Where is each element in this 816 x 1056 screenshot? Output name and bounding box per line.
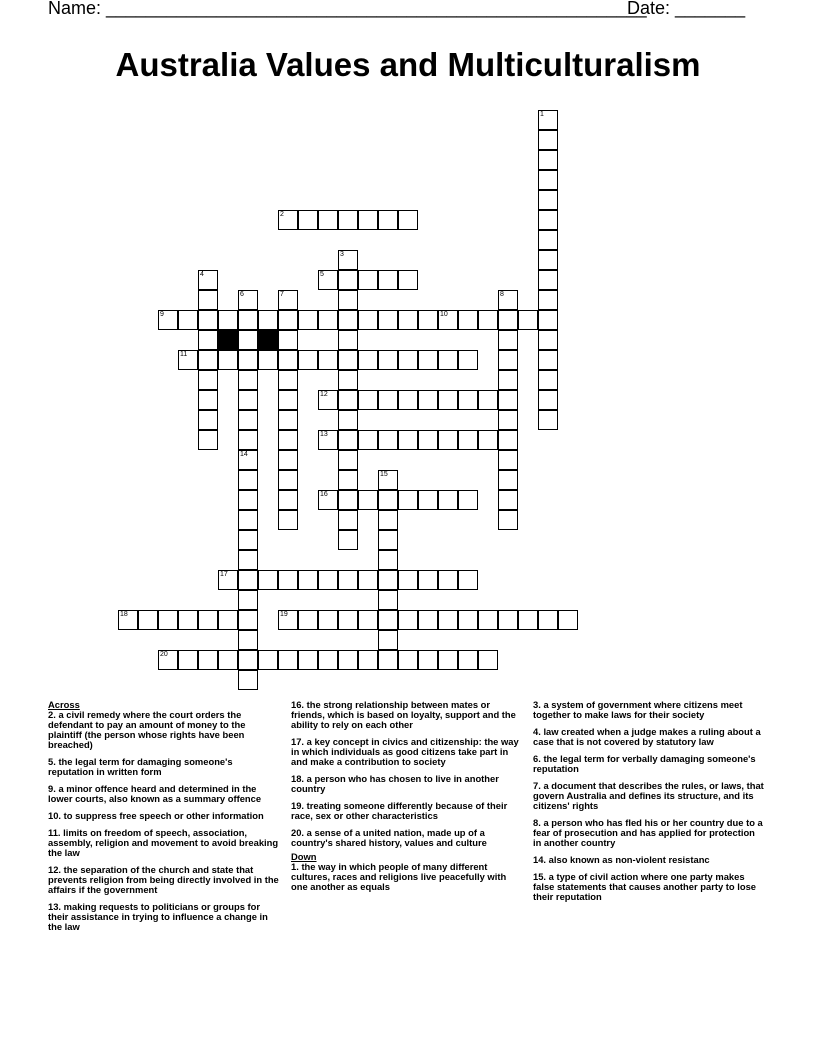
grid-cell[interactable] bbox=[278, 370, 298, 390]
grid-cell[interactable] bbox=[538, 410, 558, 430]
grid-cell[interactable] bbox=[338, 570, 358, 590]
clue-across-9: 9. a minor offence heard and determined in the lower courts, also known as a summary offence bbox=[48, 783, 262, 804]
date-line: Date: _______ bbox=[627, 0, 746, 18]
grid-cell[interactable] bbox=[278, 350, 298, 370]
clue-across-12: 12. the separation of the church and state that prevents religion from being directly involved in the affairs if the government bbox=[48, 864, 279, 895]
clue-down-6: 6. the legal term for verbally damaging someone's reputation bbox=[533, 753, 756, 774]
clue-number: 14 bbox=[240, 451, 248, 458]
clue-number: 10 bbox=[440, 311, 448, 318]
grid-cell[interactable] bbox=[518, 310, 538, 330]
grid-cell[interactable] bbox=[378, 350, 398, 370]
grid-cell[interactable] bbox=[358, 650, 378, 670]
grid-cell[interactable] bbox=[278, 650, 298, 670]
grid-cell[interactable] bbox=[358, 610, 378, 630]
grid-cell[interactable] bbox=[478, 430, 498, 450]
grid-cell[interactable] bbox=[418, 310, 438, 330]
grid-cell[interactable] bbox=[278, 330, 298, 350]
grid-cell[interactable] bbox=[398, 210, 418, 230]
grid-cell[interactable] bbox=[418, 390, 438, 410]
grid-cell[interactable] bbox=[278, 490, 298, 510]
grid-cell[interactable] bbox=[458, 570, 478, 590]
grid-cell[interactable] bbox=[318, 310, 338, 330]
clue-across-13: 13. making requests to politicians or groups for their assistance in trying to influence a change in the law bbox=[48, 901, 268, 932]
clue-column-1 bbox=[48, 700, 280, 939]
clue-number: 12 bbox=[320, 391, 328, 398]
grid-cell[interactable] bbox=[158, 610, 178, 630]
grid-cell[interactable] bbox=[178, 650, 198, 670]
grid-cell[interactable] bbox=[338, 490, 358, 510]
grid-cell[interactable] bbox=[478, 310, 498, 330]
grid-cell[interactable] bbox=[338, 430, 358, 450]
grid-cell[interactable] bbox=[378, 210, 398, 230]
grid-cell[interactable] bbox=[318, 650, 338, 670]
grid-cell[interactable] bbox=[278, 450, 298, 470]
grid-cell[interactable] bbox=[178, 310, 198, 330]
grid-cell[interactable] bbox=[198, 370, 218, 390]
grid-cell[interactable] bbox=[198, 410, 218, 430]
clue-down-4: 4. law created when a judge makes a ruling about a case that is not covered by statutory law bbox=[533, 726, 761, 747]
clue-number: 13 bbox=[320, 431, 328, 438]
grid-cell[interactable] bbox=[398, 570, 418, 590]
grid-cell[interactable] bbox=[298, 350, 318, 370]
grid-cell[interactable] bbox=[498, 470, 518, 490]
grid-cell[interactable] bbox=[318, 570, 338, 590]
grid-cell[interactable] bbox=[338, 470, 358, 490]
grid-cell[interactable] bbox=[198, 650, 218, 670]
grid-cell[interactable] bbox=[278, 410, 298, 430]
grid-cell[interactable] bbox=[378, 550, 398, 570]
grid-cell[interactable] bbox=[358, 430, 378, 450]
grid-cell[interactable] bbox=[378, 510, 398, 530]
clue-across-17: 17. a key concept in civics and citizenship: the way in which individuals as good citizens take part in and make a contribution to society bbox=[291, 736, 519, 767]
grid-cell[interactable] bbox=[398, 390, 418, 410]
grid-cell[interactable] bbox=[438, 610, 458, 630]
grid-cell[interactable] bbox=[538, 170, 558, 190]
grid-cell[interactable] bbox=[398, 490, 418, 510]
grid-cell[interactable] bbox=[338, 370, 358, 390]
grid-cell[interactable] bbox=[338, 270, 358, 290]
grid-cell[interactable] bbox=[558, 610, 578, 630]
clue-across-18: 18. a person who has chosen to live in another country bbox=[291, 773, 499, 794]
grid-cell[interactable] bbox=[478, 610, 498, 630]
grid-cell[interactable] bbox=[258, 310, 278, 330]
grid-cell[interactable] bbox=[238, 390, 258, 410]
grid-cell[interactable] bbox=[238, 510, 258, 530]
grid-cell[interactable] bbox=[398, 350, 418, 370]
grid-cell[interactable] bbox=[338, 210, 358, 230]
grid-cell[interactable] bbox=[338, 390, 358, 410]
grid-cell[interactable] bbox=[458, 650, 478, 670]
clue-number: 2 bbox=[280, 211, 284, 218]
black-square bbox=[218, 330, 238, 350]
clue-number: 20 bbox=[160, 651, 168, 658]
grid-cell[interactable] bbox=[238, 590, 258, 610]
clue-across-20: 20. a sense of a united nation, made up of a country's shared history, values and culture bbox=[291, 827, 487, 848]
grid-cell[interactable] bbox=[538, 250, 558, 270]
grid-cell[interactable] bbox=[338, 610, 358, 630]
grid-cell[interactable] bbox=[238, 470, 258, 490]
clue-down-15: 15. a type of civil action where one party makes false statements that causes another party to lose their reputation bbox=[533, 871, 756, 902]
grid-cell[interactable] bbox=[378, 650, 398, 670]
grid-cell[interactable] bbox=[498, 490, 518, 510]
grid-cell[interactable] bbox=[218, 610, 238, 630]
grid-cell[interactable] bbox=[498, 330, 518, 350]
grid-cell[interactable] bbox=[338, 330, 358, 350]
grid-cell[interactable] bbox=[498, 370, 518, 390]
grid-cell[interactable] bbox=[538, 130, 558, 150]
grid-cell[interactable] bbox=[538, 290, 558, 310]
clue-across-5: 5. the legal term for damaging someone's reputation in written form bbox=[48, 756, 233, 777]
grid-cell[interactable] bbox=[538, 190, 558, 210]
grid-cell[interactable] bbox=[538, 350, 558, 370]
clue-number: 8 bbox=[500, 291, 504, 298]
grid-cell[interactable] bbox=[358, 490, 378, 510]
grid-cell[interactable] bbox=[498, 350, 518, 370]
grid-cell[interactable] bbox=[278, 390, 298, 410]
grid-cell[interactable] bbox=[278, 310, 298, 330]
grid-cell[interactable] bbox=[538, 310, 558, 330]
grid-cell[interactable] bbox=[438, 430, 458, 450]
black-square bbox=[258, 330, 278, 350]
grid-cell[interactable] bbox=[378, 630, 398, 650]
grid-cell[interactable] bbox=[398, 610, 418, 630]
grid-cell[interactable] bbox=[378, 590, 398, 610]
grid-cell[interactable] bbox=[238, 630, 258, 650]
down-heading: Down bbox=[291, 851, 317, 862]
grid-cell[interactable] bbox=[298, 570, 318, 590]
grid-cell[interactable] bbox=[338, 410, 358, 430]
grid-cell[interactable] bbox=[358, 350, 378, 370]
grid-cell[interactable] bbox=[418, 490, 438, 510]
grid-cell[interactable] bbox=[418, 570, 438, 590]
grid-cell[interactable] bbox=[538, 390, 558, 410]
clue-down-8: 8. a person who has fled his or her country due to a fear of prosecution and has applied for protection in another country bbox=[533, 817, 763, 848]
grid-cell[interactable] bbox=[278, 430, 298, 450]
grid-cell[interactable] bbox=[398, 270, 418, 290]
grid-cell[interactable] bbox=[238, 570, 258, 590]
grid-cell[interactable] bbox=[238, 650, 258, 670]
clue-column-3 bbox=[533, 700, 765, 909]
grid-cell[interactable] bbox=[298, 210, 318, 230]
grid-cell[interactable] bbox=[498, 430, 518, 450]
grid-cell[interactable] bbox=[438, 650, 458, 670]
grid-cell[interactable] bbox=[538, 370, 558, 390]
grid-cell[interactable] bbox=[138, 610, 158, 630]
grid-cell[interactable] bbox=[278, 570, 298, 590]
grid-cell[interactable] bbox=[498, 410, 518, 430]
grid-cell[interactable] bbox=[358, 570, 378, 590]
grid-cell[interactable] bbox=[458, 430, 478, 450]
clue-number: 3 bbox=[340, 251, 344, 258]
grid-cell[interactable] bbox=[258, 570, 278, 590]
grid-cell[interactable] bbox=[378, 430, 398, 450]
clue-number: 19 bbox=[280, 611, 288, 618]
clue-number: 15 bbox=[380, 471, 388, 478]
clue-number: 1 bbox=[540, 111, 544, 118]
grid-cell[interactable] bbox=[198, 390, 218, 410]
grid-cell[interactable] bbox=[378, 270, 398, 290]
grid-cell[interactable] bbox=[198, 610, 218, 630]
grid-cell[interactable] bbox=[378, 610, 398, 630]
clue-number: 4 bbox=[200, 271, 204, 278]
grid-cell[interactable] bbox=[498, 610, 518, 630]
grid-cell[interactable] bbox=[218, 650, 238, 670]
clue-number: 11 bbox=[180, 351, 188, 358]
grid-cell[interactable] bbox=[198, 290, 218, 310]
grid-cell[interactable] bbox=[278, 510, 298, 530]
grid-cell[interactable] bbox=[418, 650, 438, 670]
grid-cell[interactable] bbox=[538, 270, 558, 290]
clue-number: 5 bbox=[320, 271, 324, 278]
grid-cell[interactable] bbox=[338, 350, 358, 370]
grid-cell[interactable] bbox=[178, 610, 198, 630]
grid-cell[interactable] bbox=[538, 230, 558, 250]
grid-cell[interactable] bbox=[218, 350, 238, 370]
grid-cell[interactable] bbox=[238, 330, 258, 350]
grid-cell[interactable] bbox=[358, 310, 378, 330]
grid-cell[interactable] bbox=[298, 610, 318, 630]
grid-cell[interactable] bbox=[418, 350, 438, 370]
grid-cell[interactable] bbox=[458, 490, 478, 510]
grid-cell[interactable] bbox=[538, 150, 558, 170]
clue-across-10: 10. to suppress free speech or other information bbox=[48, 810, 264, 821]
grid-cell[interactable] bbox=[278, 470, 298, 490]
clue-number: 16 bbox=[320, 491, 328, 498]
grid-cell[interactable] bbox=[438, 490, 458, 510]
grid-cell[interactable] bbox=[238, 550, 258, 570]
grid-cell[interactable] bbox=[218, 310, 238, 330]
grid-cell[interactable] bbox=[298, 310, 318, 330]
grid-cell[interactable] bbox=[418, 610, 438, 630]
clue-number: 6 bbox=[240, 291, 244, 298]
grid-cell[interactable] bbox=[238, 410, 258, 430]
grid-cell[interactable] bbox=[258, 650, 278, 670]
grid-cell[interactable] bbox=[338, 510, 358, 530]
grid-cell[interactable] bbox=[338, 310, 358, 330]
grid-cell[interactable] bbox=[458, 390, 478, 410]
grid-cell[interactable] bbox=[238, 370, 258, 390]
grid-cell[interactable] bbox=[398, 650, 418, 670]
grid-cell[interactable] bbox=[498, 390, 518, 410]
grid-cell[interactable] bbox=[538, 330, 558, 350]
grid-cell[interactable] bbox=[498, 510, 518, 530]
clue-number: 17 bbox=[220, 571, 228, 578]
grid-cell[interactable] bbox=[238, 670, 258, 690]
grid-cell[interactable] bbox=[238, 530, 258, 550]
grid-cell[interactable] bbox=[198, 430, 218, 450]
clue-across-16: 16. the strong relationship between mates or friends, which is based on loyalty, support and the ability to rely on each other bbox=[291, 699, 516, 730]
clue-down-14: 14. also known as non-violent resistanc bbox=[533, 854, 710, 865]
grid-cell[interactable] bbox=[238, 610, 258, 630]
grid-cell[interactable] bbox=[358, 390, 378, 410]
grid-cell[interactable] bbox=[438, 570, 458, 590]
grid-cell[interactable] bbox=[478, 650, 498, 670]
grid-cell[interactable] bbox=[538, 610, 558, 630]
grid-cell[interactable] bbox=[338, 450, 358, 470]
clue-down-3: 3. a system of government where citizens meet together to make laws for their society bbox=[533, 699, 743, 720]
page-title: Australia Values and Multiculturalism bbox=[115, 46, 701, 83]
grid-cell[interactable] bbox=[458, 350, 478, 370]
grid-cell[interactable] bbox=[318, 210, 338, 230]
clue-number: 7 bbox=[280, 291, 284, 298]
grid-cell[interactable] bbox=[398, 430, 418, 450]
name-line: Name: ______________________________________________________ bbox=[48, 0, 647, 18]
grid-cell[interactable] bbox=[318, 610, 338, 630]
clue-number: 9 bbox=[160, 311, 164, 318]
grid-cell[interactable] bbox=[238, 430, 258, 450]
grid-cell[interactable] bbox=[238, 490, 258, 510]
grid-cell[interactable] bbox=[338, 650, 358, 670]
clue-number: 18 bbox=[120, 611, 128, 618]
grid-cell[interactable] bbox=[378, 310, 398, 330]
grid-cell[interactable] bbox=[198, 350, 218, 370]
clue-across-2: 2. a civil remedy where the court orders the defendant to pay an amount of money to the plaintiff (the person whose rights have been breached) bbox=[48, 709, 246, 750]
clue-down-7: 7. a document that describes the rules, or laws, that govern Australia and defines its structure, and its citizens' rights bbox=[533, 780, 764, 811]
grid-cell[interactable] bbox=[238, 310, 258, 330]
grid-cell[interactable] bbox=[198, 330, 218, 350]
grid-cell[interactable] bbox=[258, 350, 278, 370]
grid-cell[interactable] bbox=[358, 210, 378, 230]
grid-cell[interactable] bbox=[458, 610, 478, 630]
across-heading: Across bbox=[48, 699, 80, 710]
clue-across-11: 11. limits on freedom of speech, association, assembly, religion and movement to avoid breaking the law bbox=[48, 827, 279, 858]
grid-cell[interactable] bbox=[378, 490, 398, 510]
clue-down-1: 1. the way in which people of many different cultures, races and religions live peacefully with one another as equals bbox=[291, 861, 507, 892]
grid-cell[interactable] bbox=[398, 310, 418, 330]
grid-cell[interactable] bbox=[378, 390, 398, 410]
grid-cell[interactable] bbox=[478, 390, 498, 410]
grid-cell[interactable] bbox=[358, 270, 378, 290]
grid-cell[interactable] bbox=[518, 610, 538, 630]
grid-cell[interactable] bbox=[378, 530, 398, 550]
grid-cell[interactable] bbox=[458, 310, 478, 330]
grid-cell[interactable] bbox=[438, 350, 458, 370]
grid-cell[interactable] bbox=[198, 310, 218, 330]
grid-cell[interactable] bbox=[538, 210, 558, 230]
clue-across-19: 19. treating someone differently because of their race, sex or other characteristics bbox=[291, 800, 508, 821]
grid-cell[interactable] bbox=[298, 650, 318, 670]
grid-cell[interactable] bbox=[318, 350, 338, 370]
grid-cell[interactable] bbox=[338, 290, 358, 310]
grid-cell[interactable] bbox=[378, 570, 398, 590]
clue-column-2 bbox=[291, 700, 523, 899]
grid-cell[interactable] bbox=[498, 450, 518, 470]
grid-cell[interactable] bbox=[438, 390, 458, 410]
grid-cell[interactable] bbox=[238, 350, 258, 370]
grid-cell[interactable] bbox=[418, 430, 438, 450]
grid-cell[interactable] bbox=[498, 310, 518, 330]
grid-cell[interactable] bbox=[338, 530, 358, 550]
